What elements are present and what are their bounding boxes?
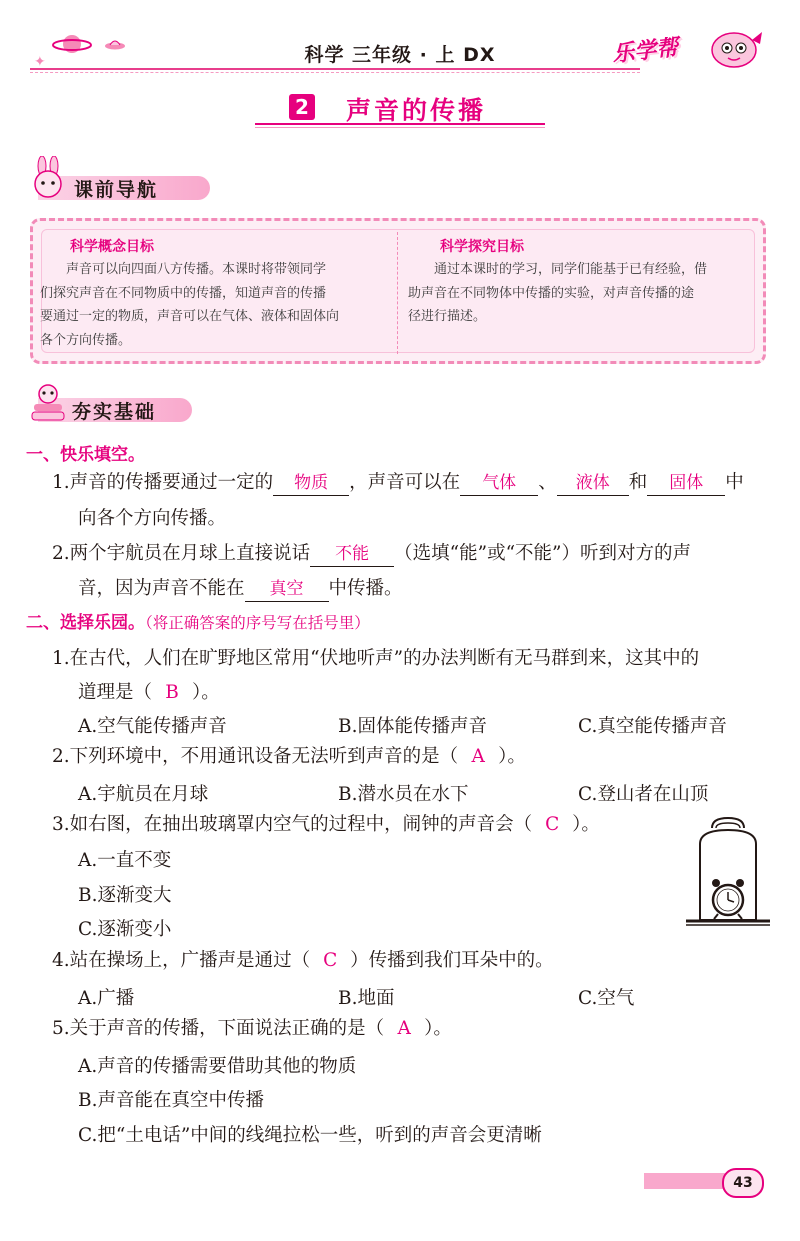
q-text: 中传播。 [328, 578, 403, 599]
inquiry-line: 助声音在不同物体中传播的实验，对声音传播的途 [408, 285, 695, 301]
q-text: ）。 [192, 682, 220, 703]
preview-label: 课前导航 [74, 179, 159, 201]
answer-blank[interactable]: 真空 [245, 577, 329, 602]
part2-title: 二、选择乐园。 [26, 613, 145, 633]
answer-choice[interactable]: B [165, 682, 179, 703]
option-b: B.逐渐变大 [78, 885, 172, 906]
concept-goal-text [40, 258, 392, 352]
inquiry-line: 通过本课时的学习，同学们能基于已有经验，借 [434, 262, 708, 277]
q-text: 2.下列环境中，不用通讯设备无法听到声音的是（ [52, 746, 459, 767]
answer-blank[interactable]: 液体 [557, 471, 629, 496]
question-1-2 [52, 537, 691, 571]
option-a: A.宇航员在月球 [78, 784, 209, 805]
q-text: 音，因为声音不能在 [78, 578, 245, 599]
q-text: ）传播到我们耳朵中的。 [350, 950, 554, 971]
option-b: B.地面 [338, 988, 395, 1009]
header-divider [30, 68, 640, 70]
header-divider-dashed [30, 72, 640, 73]
q-text: ）。 [424, 1018, 452, 1039]
lesson-title: 声音的传播 [346, 96, 487, 125]
lesson-underline-thin [255, 127, 545, 128]
answer-choice[interactable]: C [323, 950, 338, 971]
inquiry-line: 径进行描述。 [408, 309, 487, 324]
option-c: C.真空能传播声音 [578, 716, 727, 737]
basics-label: 夯实基础 [72, 401, 157, 423]
question-2-1: 1.在古代，人们在旷野地区常用“伏地听声”的办法判断有无马群到来，这其中的 [52, 648, 700, 669]
concept-line: 们探究声音在不同物质中的传播，知道声音的传播 [40, 285, 327, 301]
question-1-1-line2: 向各个方向传播。 [78, 508, 227, 529]
option-a: A.一直不变 [78, 850, 172, 871]
bell-jar-clock-figure [678, 814, 778, 934]
q-text: ）。 [498, 746, 526, 767]
question-2-5 [52, 1012, 452, 1046]
q-text: 中 [725, 472, 744, 493]
part2-heading [26, 608, 370, 633]
answer-choice[interactable]: A [397, 1018, 411, 1039]
q-text: 3.如右图，在抽出玻璃罩内空气的过程中，闹钟的声音会（ [52, 814, 533, 835]
page-number: 43 [722, 1168, 764, 1198]
option-a: A.广播 [78, 988, 135, 1009]
cake-icon [28, 382, 68, 428]
q-text: 、 [538, 472, 557, 493]
option-b: B.潜水员在水下 [338, 784, 469, 805]
q-text: 两个宇航员在月球上直接说话 [69, 543, 311, 564]
part2-note: （将正确答案的序号写在括号里） [145, 614, 370, 632]
answer-blank[interactable]: 不能 [310, 542, 394, 567]
option-c: C.登山者在山顶 [578, 784, 709, 805]
inquiry-goal-title: 科学探究目标 [440, 239, 524, 255]
concept-goal-title: 科学概念目标 [70, 239, 154, 255]
goals-divider [397, 232, 398, 354]
inquiry-goal-text [408, 258, 760, 329]
part1-heading: 一、快乐填空。 [26, 445, 145, 465]
brand-logo: 乐学帮 [611, 35, 680, 68]
q-text: ）。 [572, 814, 600, 835]
question-2-4 [52, 944, 554, 978]
answer-choice[interactable]: A [471, 746, 485, 767]
question-2-2 [52, 740, 526, 774]
option-a: A.声音的传播需要借助其他的物质 [78, 1056, 357, 1077]
answer-choice[interactable]: C [545, 814, 560, 835]
rabbit-icon [28, 156, 68, 204]
q-text: 道理是（ [78, 682, 153, 703]
q-text: 5.关于声音的传播，下面说法正确的是（ [52, 1018, 385, 1039]
option-a: A.空气能传播声音 [78, 716, 227, 737]
option-c: C.空气 [578, 988, 635, 1009]
q-text: （选填“能”或“不能”）听到对方的声 [394, 543, 692, 564]
lesson-number: 2 [289, 94, 315, 120]
q-number: 2. [52, 543, 70, 564]
question-1-2-line2 [78, 572, 403, 606]
answer-blank[interactable]: 固体 [647, 471, 725, 496]
mascot-icon [700, 26, 766, 74]
concept-line: 声音可以向四面八方传播。本课时将带领同学 [66, 262, 327, 277]
header-title: 科学 三年级 · 上 DX [304, 44, 496, 66]
q-text: ，声音可以在 [349, 472, 461, 493]
option-c: C.逐渐变小 [78, 919, 172, 940]
concept-line: 要通过一定的物质，声音可以在气体、液体和固体向 [40, 309, 340, 324]
concept-line: 各个方向传播。 [40, 332, 132, 348]
option-b: B.固体能传播声音 [338, 716, 487, 737]
lesson-underline [255, 123, 545, 125]
question-1-1 [52, 466, 744, 500]
question-2-1-line2 [78, 676, 220, 710]
star-icon: ✦ [34, 54, 46, 70]
answer-blank[interactable]: 气体 [460, 471, 538, 496]
q-number: 1. [52, 472, 70, 493]
option-c: C.把“土电话”中间的线绳拉松一些，听到的声音会更清晰 [78, 1125, 542, 1146]
option-b: B.声音能在真空中传播 [78, 1090, 264, 1111]
q-text: 声音的传播要通过一定的 [69, 472, 274, 493]
q-text: 4.站在操场上，广播声是通过（ [52, 950, 311, 971]
question-2-3 [52, 808, 600, 842]
answer-blank[interactable]: 物质 [273, 471, 349, 496]
q-text: 和 [628, 472, 648, 493]
